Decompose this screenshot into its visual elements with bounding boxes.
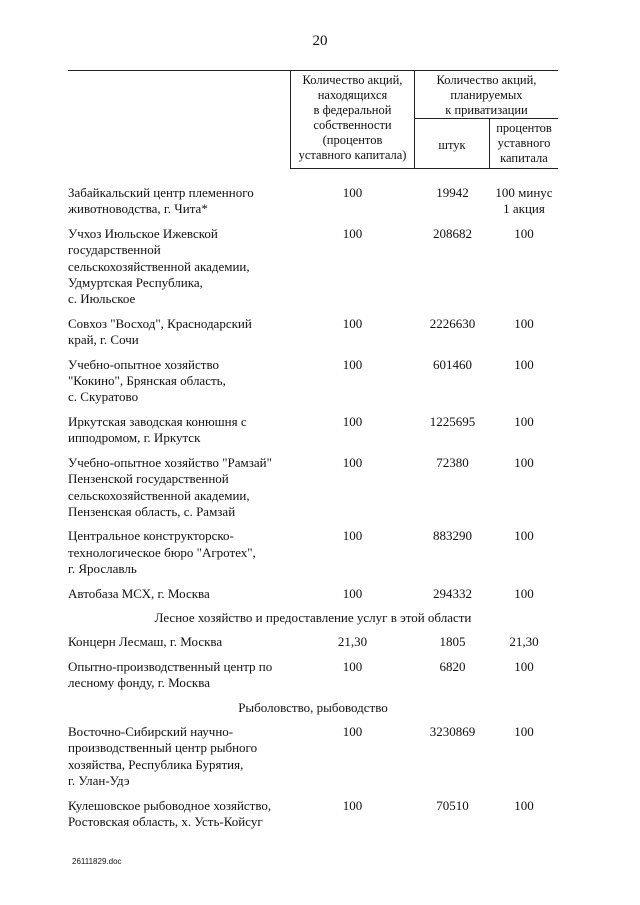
header-percent-line: процентов	[496, 121, 552, 135]
table-header	[68, 70, 558, 170]
organization-name-line: Ростовская область, х. Усть-Койсуг	[68, 814, 263, 829]
organization-name-line: Удмуртская Республика,	[68, 275, 203, 291]
planned-percent-line: 100	[514, 225, 534, 241]
header-planned-line: к приватизации	[445, 103, 528, 117]
organization-name	[68, 316, 290, 349]
organization-name-line: технологическое бюро "Агротех",	[68, 544, 256, 560]
organization-name-line: Учебно-опытное хозяйство	[68, 356, 219, 372]
header-percent-line: уставного	[497, 136, 551, 150]
planned-shares-cell: 2226630	[429, 315, 476, 331]
table-row	[68, 724, 558, 790]
organization-name-line: "Кокино", Брянская область,	[68, 373, 226, 389]
header-shares-count: штук	[415, 119, 490, 169]
owned-percent-cell: 100	[342, 225, 363, 241]
table-row	[68, 528, 558, 577]
planned-percent-line: 1 акция	[503, 201, 545, 217]
planned-percent-cell	[490, 724, 558, 740]
organization-name	[68, 586, 290, 602]
owned-percent-cell: 100	[342, 356, 363, 372]
organization-name-line: государственной	[68, 242, 161, 258]
planned-percent-line: 100	[514, 454, 534, 470]
planned-percent-line: 100	[514, 723, 534, 739]
planned-percent-line: 100 минус	[495, 185, 553, 200]
section-heading: Лесное хозяйство и предоставление услуг в этой области	[154, 609, 472, 625]
organization-name-line: Совхоз "Восход", Краснодарский	[68, 315, 252, 331]
organization-name	[68, 357, 290, 406]
planned-percent-line: 100	[514, 658, 534, 674]
table-row	[68, 798, 558, 831]
planned-percent-line: 100	[514, 528, 534, 544]
header-planned-line: планируемых	[450, 88, 523, 102]
planned-shares-cell: 1225695	[429, 413, 476, 429]
organization-name-line: сельскохозяйственной академии,	[68, 258, 250, 274]
organization-name	[68, 798, 290, 831]
table-body	[68, 185, 558, 838]
planned-shares-cell: 1805	[439, 634, 466, 650]
organization-name-line: край, г. Сочи	[68, 332, 139, 348]
organization-name	[68, 185, 290, 218]
owned-percent-cell: 100	[342, 185, 363, 200]
table-row	[68, 586, 558, 602]
organization-name-line: лесному фонду, г. Москва	[68, 675, 210, 691]
owned-percent-cell: 100	[342, 658, 363, 674]
organization-name	[68, 455, 290, 521]
organization-name	[68, 528, 290, 577]
organization-name-line: г. Улан-Удэ	[68, 773, 130, 789]
planned-percent-line: 100	[514, 356, 534, 372]
header-owned-line: в федеральной	[313, 103, 392, 117]
organization-name-line: производственный центр рыбного	[68, 740, 258, 756]
planned-percent-cell	[490, 316, 558, 332]
planned-percent-cell	[490, 226, 558, 242]
organization-name-line: животноводства, г. Чита*	[68, 201, 208, 217]
owned-percent-cell: 100	[342, 528, 363, 544]
planned-percent-cell	[490, 185, 558, 218]
planned-percent-cell	[490, 586, 558, 602]
organization-name-line: Пензенская область, с. Рамзай	[68, 503, 236, 519]
page-number: 20	[312, 33, 328, 49]
planned-percent-cell	[490, 798, 558, 814]
organization-name-line: сельскохозяйственной академии,	[68, 487, 250, 503]
header-owned-line: уставного капитала)	[298, 148, 407, 162]
header-owned-line: находящихся	[317, 88, 388, 102]
organization-name-line: с. Скуратово	[68, 389, 139, 405]
organization-name-line: Концерн Лесмаш, г. Москва	[68, 634, 223, 650]
planned-percent-cell	[490, 634, 558, 650]
table-row	[68, 659, 558, 692]
table-row	[68, 455, 558, 521]
organization-name-line: ипподромом, г. Иркутск	[68, 430, 201, 446]
organization-name-line: Восточно-Сибирский научно-	[68, 723, 234, 739]
planned-percent-line: 100	[514, 413, 534, 429]
organization-name-line: Автобаза МСХ, г. Москва	[68, 585, 210, 601]
owned-percent-cell: 100	[342, 454, 363, 470]
owned-percent-cell: 100	[342, 413, 363, 429]
planned-shares-cell: 601460	[433, 356, 472, 372]
organization-name-line: Центральное конструкторско-	[68, 528, 234, 544]
organization-name-line: хозяйства, Республика Бурятия,	[68, 756, 244, 772]
header-planned-line: Количество акций,	[436, 73, 537, 87]
table-row	[68, 316, 558, 349]
table-row	[68, 357, 558, 406]
organization-name	[68, 659, 290, 692]
planned-shares-cell: 72380	[436, 454, 469, 470]
planned-percent-line: 100	[514, 315, 534, 331]
planned-percent-line: 21,30	[509, 634, 539, 650]
header-owned-line: Количество акций,	[302, 73, 403, 87]
owned-percent-cell: 100	[342, 723, 363, 739]
header-planned-shares	[415, 70, 558, 119]
planned-percent-cell	[490, 414, 558, 430]
table-row	[68, 634, 558, 650]
header-owned-line: собственности	[313, 118, 392, 132]
organization-name-line: с. Июльское	[68, 291, 136, 307]
section-heading: Рыболовство, рыбоводство	[238, 699, 388, 715]
organization-name-line: Кулешовское рыбоводное хозяйство,	[68, 797, 272, 813]
planned-shares-cell: 883290	[433, 528, 472, 544]
planned-shares-cell: 6820	[439, 658, 466, 674]
planned-percent-line: 100	[514, 585, 534, 601]
document-filename: 26111829.doc	[72, 857, 122, 866]
header-percent-capital	[490, 119, 558, 169]
organization-name-line: Учхоз Июльское Ижевской	[68, 225, 218, 241]
organization-name-line: г. Ярославль	[68, 561, 137, 577]
table-row	[68, 414, 558, 447]
planned-shares-cell: 208682	[433, 225, 472, 241]
planned-percent-cell	[490, 455, 558, 471]
header-owned-line: (процентов	[322, 133, 383, 147]
organization-name	[68, 414, 290, 447]
planned-percent-cell	[490, 357, 558, 373]
planned-percent-cell	[490, 659, 558, 675]
planned-percent-line: 100	[514, 797, 534, 813]
owned-percent-cell: 100	[342, 585, 363, 601]
organization-name	[68, 724, 290, 790]
planned-percent-cell	[490, 528, 558, 544]
organization-name-line: Пензенской государственной	[68, 471, 229, 487]
organization-name-line: Опытно-производственный центр по	[68, 658, 273, 674]
organization-name	[68, 634, 290, 650]
owned-percent-cell: 100	[342, 315, 363, 331]
table-row	[68, 185, 558, 218]
organization-name-line: Учебно-опытное хозяйство "Рамзай"	[68, 454, 272, 470]
owned-percent-cell: 21,30	[337, 634, 368, 650]
owned-percent-cell: 100	[342, 797, 363, 813]
planned-shares-cell: 70510	[436, 797, 469, 813]
table-row	[68, 226, 558, 308]
header-percent-line: капитала	[500, 151, 548, 165]
organization-name-line: Забайкальский центр племенного	[68, 185, 254, 200]
organization-name	[68, 226, 290, 308]
planned-shares-cell: 19942	[436, 185, 469, 200]
planned-shares-cell: 3230869	[429, 723, 476, 739]
header-owned-shares	[290, 70, 415, 169]
planned-shares-cell: 294332	[433, 585, 472, 601]
organization-name-line: Иркутская заводская конюшня с	[68, 413, 247, 429]
